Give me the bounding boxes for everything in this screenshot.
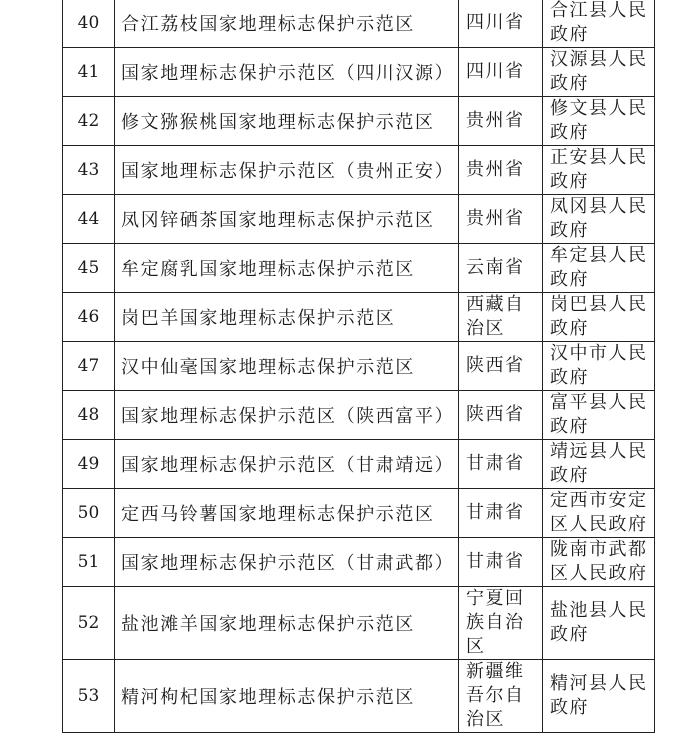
government-line: 修文县人民 bbox=[550, 98, 648, 119]
government-cell bbox=[543, 587, 655, 660]
government-line: 政府 bbox=[550, 416, 589, 437]
government-line: 政府 bbox=[550, 24, 589, 45]
province-cell bbox=[459, 244, 543, 293]
government-cell bbox=[543, 0, 655, 48]
government-line: 区人民政府 bbox=[550, 563, 648, 584]
government-cell bbox=[543, 48, 655, 97]
province-cell bbox=[459, 587, 543, 660]
government-line: 合江县人民 bbox=[550, 0, 648, 21]
province-line: 甘肃省 bbox=[466, 551, 525, 572]
government-line: 定西市安定 bbox=[550, 490, 648, 511]
province-line: 新疆维 bbox=[466, 661, 525, 682]
zone-name: 修文猕猴桃国家地理标志保护示范区 bbox=[115, 97, 459, 146]
government-line: 区人民政府 bbox=[550, 514, 648, 535]
table-row bbox=[63, 97, 655, 146]
zone-name: 国家地理标志保护示范区（甘肃武都） bbox=[115, 538, 459, 587]
table-row bbox=[63, 342, 655, 391]
government-cell bbox=[543, 391, 655, 440]
government-line: 政府 bbox=[550, 220, 589, 241]
table-row bbox=[63, 0, 655, 48]
province-cell bbox=[459, 0, 543, 48]
row-number: 44 bbox=[63, 195, 115, 244]
province-line: 区 bbox=[466, 636, 486, 657]
government-line: 正安县人民 bbox=[550, 147, 648, 168]
government-cell bbox=[543, 660, 655, 733]
row-number: 45 bbox=[63, 244, 115, 293]
table-row bbox=[63, 489, 655, 538]
province-cell bbox=[459, 146, 543, 195]
government-line: 靖远县人民 bbox=[550, 441, 648, 462]
demonstration-zone-table bbox=[62, 0, 655, 733]
table-row bbox=[63, 48, 655, 97]
province-cell bbox=[459, 440, 543, 489]
table-row bbox=[63, 440, 655, 489]
row-number: 49 bbox=[63, 440, 115, 489]
government-cell bbox=[543, 489, 655, 538]
province-line: 甘肃省 bbox=[466, 502, 525, 523]
province-cell bbox=[459, 48, 543, 97]
zone-name: 精河枸杞国家地理标志保护示范区 bbox=[115, 660, 459, 733]
government-cell bbox=[543, 440, 655, 489]
zone-name: 国家地理标志保护示范区（甘肃靖远） bbox=[115, 440, 459, 489]
province-cell bbox=[459, 538, 543, 587]
province-line: 贵州省 bbox=[466, 110, 525, 131]
province-line: 族自治 bbox=[466, 612, 525, 633]
government-cell bbox=[543, 146, 655, 195]
government-line: 岗巴县人民 bbox=[550, 294, 648, 315]
row-number: 48 bbox=[63, 391, 115, 440]
table-row bbox=[63, 293, 655, 342]
government-cell bbox=[543, 293, 655, 342]
table-body bbox=[63, 0, 655, 733]
government-line: 政府 bbox=[550, 367, 589, 388]
government-line: 富平县人民 bbox=[550, 392, 648, 413]
province-line: 贵州省 bbox=[466, 208, 525, 229]
government-line: 陇南市武都 bbox=[550, 539, 648, 560]
table-row bbox=[63, 244, 655, 293]
province-line: 陕西省 bbox=[466, 404, 525, 425]
zone-name: 牟定腐乳国家地理标志保护示范区 bbox=[115, 244, 459, 293]
government-cell bbox=[543, 97, 655, 146]
province-cell bbox=[459, 195, 543, 244]
table-row bbox=[63, 146, 655, 195]
province-cell bbox=[459, 391, 543, 440]
province-line: 贵州省 bbox=[466, 159, 525, 180]
zone-name: 国家地理标志保护示范区（陕西富平） bbox=[115, 391, 459, 440]
row-number: 42 bbox=[63, 97, 115, 146]
government-cell bbox=[543, 538, 655, 587]
row-number: 40 bbox=[63, 0, 115, 48]
government-line: 政府 bbox=[550, 269, 589, 290]
province-cell bbox=[459, 293, 543, 342]
table-row bbox=[63, 587, 655, 660]
province-line: 宁夏回 bbox=[466, 588, 525, 609]
government-line: 牟定县人民 bbox=[550, 245, 648, 266]
zone-name: 汉中仙毫国家地理标志保护示范区 bbox=[115, 342, 459, 391]
row-number: 47 bbox=[63, 342, 115, 391]
zone-name: 定西马铃薯国家地理标志保护示范区 bbox=[115, 489, 459, 538]
province-line: 西藏自 bbox=[466, 294, 525, 315]
government-line: 政府 bbox=[550, 318, 589, 339]
table-row bbox=[63, 538, 655, 587]
government-line: 汉源县人民 bbox=[550, 49, 648, 70]
zone-name: 盐池滩羊国家地理标志保护示范区 bbox=[115, 587, 459, 660]
province-line: 陕西省 bbox=[466, 355, 525, 376]
table-row bbox=[63, 195, 655, 244]
government-line: 政府 bbox=[550, 171, 589, 192]
government-line: 政府 bbox=[550, 73, 589, 94]
row-number: 51 bbox=[63, 538, 115, 587]
province-line: 治区 bbox=[466, 709, 505, 730]
province-line: 四川省 bbox=[466, 12, 525, 33]
province-line: 吾尔自 bbox=[466, 685, 525, 706]
row-number: 43 bbox=[63, 146, 115, 195]
row-number: 41 bbox=[63, 48, 115, 97]
government-cell bbox=[543, 342, 655, 391]
government-cell bbox=[543, 244, 655, 293]
government-line: 政府 bbox=[550, 122, 589, 143]
table-row bbox=[63, 660, 655, 733]
row-number: 46 bbox=[63, 293, 115, 342]
province-line: 四川省 bbox=[466, 61, 525, 82]
government-line: 政府 bbox=[550, 624, 589, 645]
government-line: 政府 bbox=[550, 697, 589, 718]
row-number: 52 bbox=[63, 587, 115, 660]
province-line: 云南省 bbox=[466, 257, 525, 278]
government-line: 精河县人民 bbox=[550, 673, 648, 694]
government-cell bbox=[543, 195, 655, 244]
province-line: 甘肃省 bbox=[466, 453, 525, 474]
government-line: 汉中市人民 bbox=[550, 343, 648, 364]
province-cell bbox=[459, 342, 543, 391]
zone-name: 国家地理标志保护示范区（四川汉源） bbox=[115, 48, 459, 97]
zone-name: 凤冈锌硒茶国家地理标志保护示范区 bbox=[115, 195, 459, 244]
province-cell bbox=[459, 97, 543, 146]
row-number: 53 bbox=[63, 660, 115, 733]
government-line: 政府 bbox=[550, 465, 589, 486]
zone-name: 岗巴羊国家地理标志保护示范区 bbox=[115, 293, 459, 342]
province-line: 治区 bbox=[466, 318, 505, 339]
government-line: 盐池县人民 bbox=[550, 600, 648, 621]
table-row bbox=[63, 391, 655, 440]
province-cell bbox=[459, 489, 543, 538]
zone-name: 国家地理标志保护示范区（贵州正安） bbox=[115, 146, 459, 195]
government-line: 凤冈县人民 bbox=[550, 196, 648, 217]
province-cell bbox=[459, 660, 543, 733]
zone-name: 合江荔枝国家地理标志保护示范区 bbox=[115, 0, 459, 48]
row-number: 50 bbox=[63, 489, 115, 538]
